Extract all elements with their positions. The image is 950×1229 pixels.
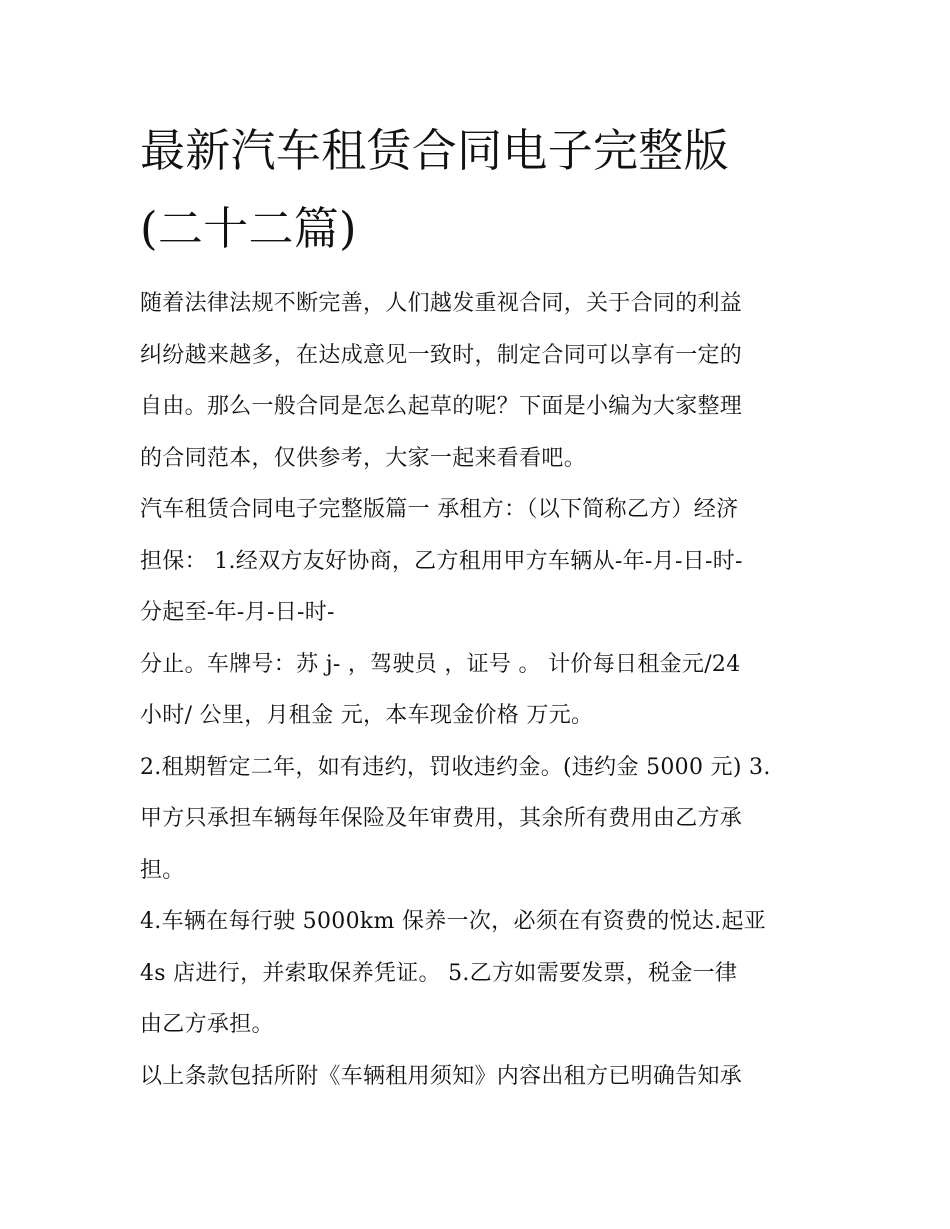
body-line: 自由。那么一般合同是怎么起草的呢？下面是小编为大家整理 [140, 394, 743, 419]
title-line: (二十二篇) [140, 202, 357, 255]
body-line: 甲方只承担车辆每年保险及年审费用，其余所有费用由乙方承 [140, 806, 743, 831]
document-body [140, 278, 830, 1102]
body-line: 由乙方承担。 [140, 1012, 274, 1037]
body-line: 担。 [140, 857, 185, 883]
body-line: 担保： 1.经双方友好协商，乙方租用甲方车辆从-年-月-日-时- [140, 548, 743, 574]
body-line: 汽车租赁合同电子完整版篇一 承租方：（以下简称乙方）经济 [140, 497, 739, 522]
body-line: 4s 店进行，并索取保养凭证。 5.乙方如需要发票，税金一律 [140, 960, 738, 986]
body-line: 的合同范本，仅供参考，大家一起来看看吧。 [140, 445, 587, 471]
body-line: 分止。车牌号：苏 j- ，驾驶员 ，证号 。 计价每日租金元/24 [140, 651, 741, 677]
body-line: 纠纷越来越多，在达成意见一致时，制定合同可以享有一定的 [140, 342, 743, 368]
body-line: 分起至-年-月-日-时- [140, 600, 335, 625]
body-line: 随着法律法规不断完善，人们越发重视合同，关于合同的利益 [140, 291, 743, 316]
document-title [140, 112, 830, 268]
body-line: 以上条款包括所附《车辆租用须知》内容出租方已明确告知承 [140, 1063, 743, 1089]
body-line: 2.租期暂定二年，如有违约，罚收违约金。(违约金 5000 元) 3. [140, 754, 771, 780]
title-line: 最新汽车租赁合同电子完整版 [140, 124, 729, 177]
body-line: 小时/ 公里，月租金 元，本车现金价格 万元。 [140, 703, 594, 728]
body-line: 4.车辆在每行驶 5000km 保养一次，必须在有资费的悦达.起亚 [140, 909, 767, 934]
